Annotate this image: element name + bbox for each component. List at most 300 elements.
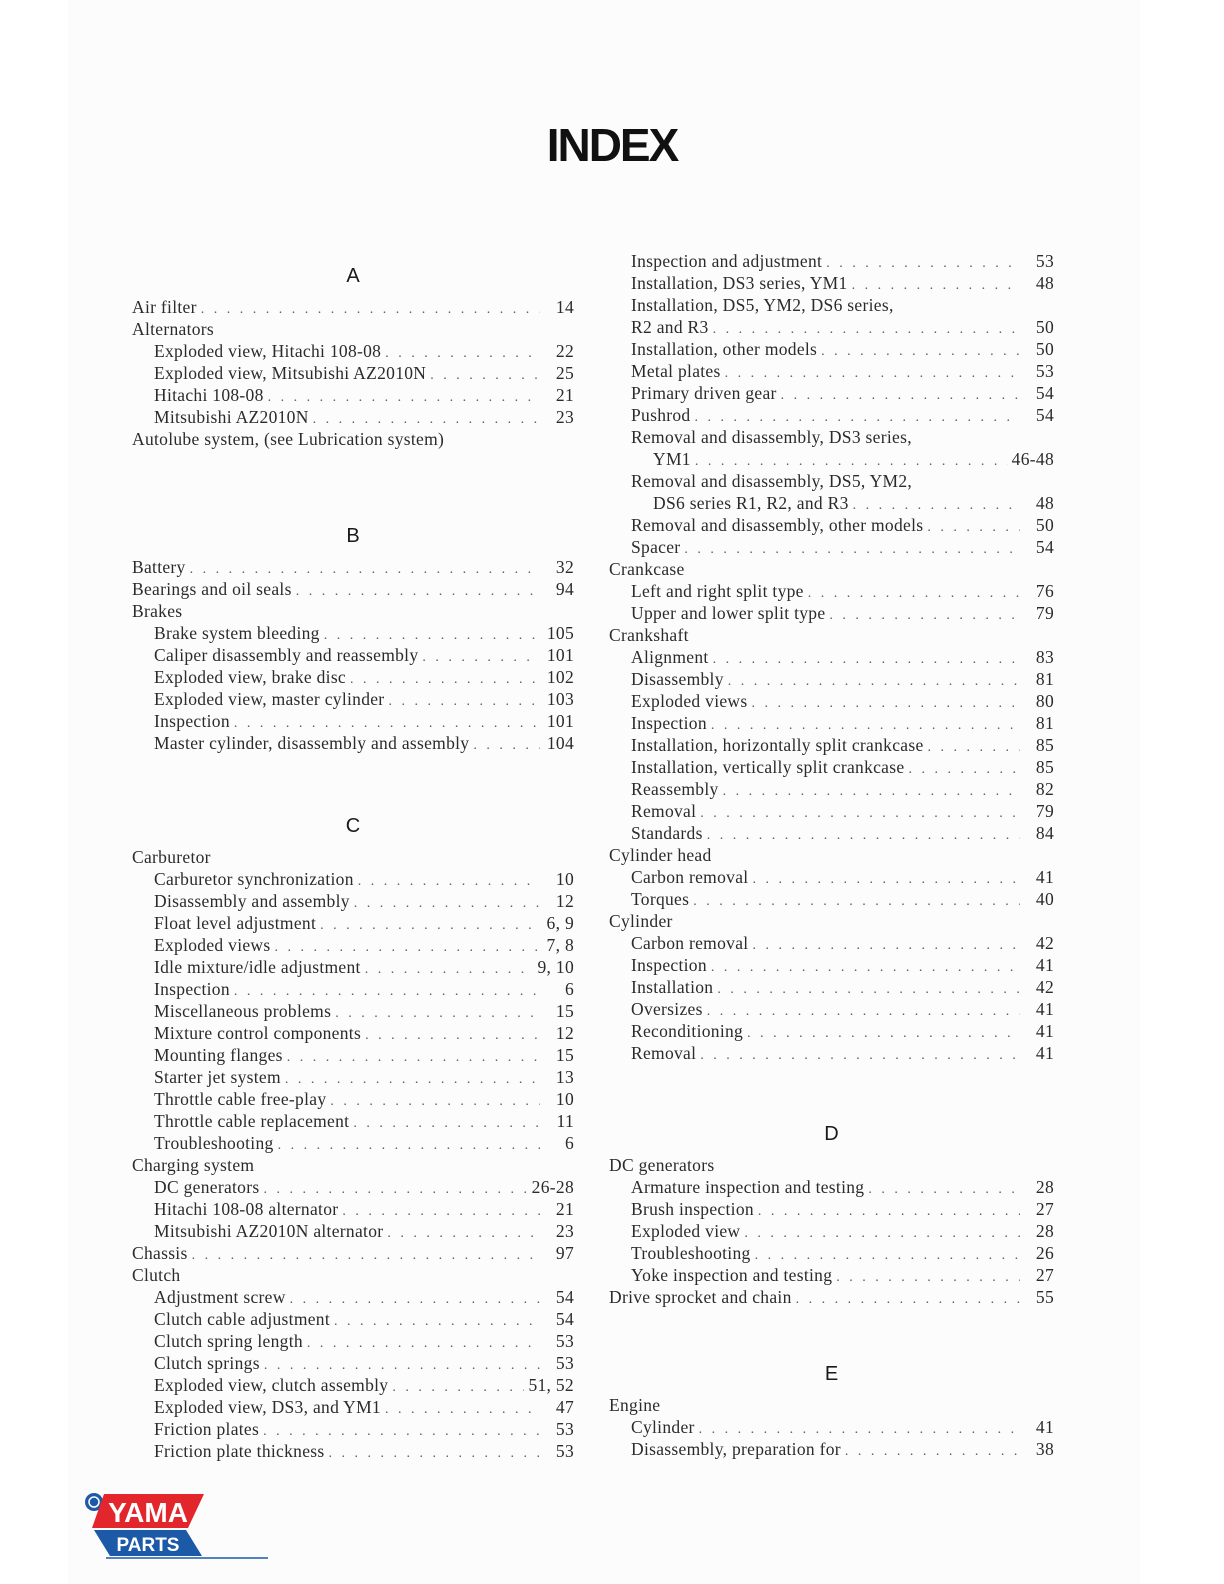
entry-page: 7, 8 [546, 935, 574, 955]
entry-text: Removal [631, 801, 697, 821]
entry-text: Installation [631, 977, 714, 997]
entry-page: 54 [1035, 405, 1054, 425]
leader-dots [744, 1223, 1020, 1245]
page-title: INDEX [546, 119, 678, 171]
entry-page: 27 [1035, 1265, 1054, 1285]
index-entry [132, 1396, 574, 1418]
leader-dots [713, 649, 1020, 671]
section-d [609, 1120, 1054, 1308]
entry-text: Spacer [631, 537, 681, 557]
entry-text: Metal plates [631, 361, 721, 381]
entry-text: Friction plates [154, 1419, 260, 1439]
entry-text: Exploded views [631, 691, 748, 711]
entry-text: Removal and disassembly, DS3 series, [631, 427, 912, 447]
leader-dots [747, 1023, 1020, 1045]
index-column-left [132, 262, 574, 1462]
entry-text: Brakes [132, 601, 183, 621]
leader-dots [707, 1001, 1020, 1023]
leader-dots [700, 1045, 1020, 1067]
entry-page: 12 [555, 891, 574, 911]
leader-dots [201, 299, 540, 321]
entry-text: Crankcase [609, 559, 685, 579]
index-entry [132, 1374, 574, 1396]
leader-dots [354, 893, 540, 915]
leader-dots [287, 1047, 540, 1069]
entry-page: 12 [555, 1023, 574, 1043]
entry-page: 102 [546, 667, 574, 687]
entry-text: Inspection [631, 713, 707, 733]
entry-page: 85 [1035, 735, 1054, 755]
leader-dots [693, 891, 1020, 913]
index-entry [132, 1264, 574, 1286]
index-entry [132, 846, 574, 868]
entry-text: Installation, DS5, YM2, DS6 series, [631, 295, 894, 315]
entry-page: 79 [1035, 801, 1054, 821]
index-entry [609, 250, 1054, 272]
index-entry [609, 1394, 1054, 1416]
entry-text: Left and right split type [631, 581, 804, 601]
leader-dots [781, 385, 1020, 407]
entry-text: Standards [631, 823, 703, 843]
index-entry [132, 1088, 574, 1110]
index-entry [132, 384, 574, 406]
index-entry [132, 600, 574, 622]
index-entry [609, 470, 1054, 492]
entry-page: 55 [1035, 1287, 1054, 1307]
leader-dots [320, 915, 540, 937]
index-entry [609, 404, 1054, 426]
entry-page: 50 [1035, 317, 1054, 337]
index-entry [609, 1020, 1054, 1042]
entry-text: Removal and disassembly, DS5, YM2, [631, 471, 913, 491]
index-entry [609, 1264, 1054, 1286]
entry-text: Master cylinder, disassembly and assembly [154, 733, 470, 753]
entry-text: Carbon removal [631, 867, 749, 887]
entry-text: DC generators [609, 1155, 715, 1175]
index-entry [132, 912, 574, 934]
leader-dots [808, 583, 1020, 605]
logo-text-bottom: PARTS [116, 1535, 180, 1556]
entry-text: Removal and disassembly, other models [631, 515, 924, 535]
index-entry [609, 1042, 1054, 1064]
leader-dots [307, 1333, 540, 1355]
leader-dots [717, 979, 1020, 1001]
entry-page: 82 [1035, 779, 1054, 799]
entry-text: Exploded view, master cylinder [154, 689, 385, 709]
entry-text: Clutch springs [154, 1353, 260, 1373]
entry-page: 6 [564, 1133, 574, 1153]
entry-page: 50 [1035, 515, 1054, 535]
index-entry [609, 910, 1054, 932]
leader-dots [365, 959, 534, 981]
leader-dots [278, 1135, 540, 1157]
index-entry [609, 646, 1054, 668]
entry-text: Installation, vertically split crankcase [631, 757, 905, 777]
leader-dots [335, 1003, 540, 1025]
entry-page: 81 [1035, 669, 1054, 689]
index-entry [609, 668, 1054, 690]
index-entry [609, 1416, 1054, 1438]
leader-dots [365, 1025, 540, 1047]
entry-text: Mounting flanges [154, 1045, 283, 1065]
entry-page: 40 [1035, 889, 1054, 909]
yama-parts-logo [82, 1490, 272, 1560]
entry-page: 53 [555, 1419, 574, 1439]
entry-text: Crankshaft [609, 625, 689, 645]
index-entry [132, 1176, 574, 1198]
leader-dots [711, 957, 1020, 979]
index-entry [609, 888, 1054, 910]
index-entry [609, 976, 1054, 998]
leader-dots [927, 517, 1020, 539]
index-entry [132, 890, 574, 912]
index-entry [609, 844, 1054, 866]
entry-text: Mixture control components [154, 1023, 362, 1043]
entry-page: 104 [546, 733, 574, 753]
section-letter-a: A [346, 265, 360, 287]
entry-text: Throttle cable replacement [154, 1111, 350, 1131]
section-letter-d: D [824, 1123, 839, 1145]
leader-dots [752, 869, 1020, 891]
entry-text: Exploded view, Hitachi 108-08 [154, 341, 382, 361]
index-entry [609, 1286, 1054, 1308]
entry-page: 105 [546, 623, 574, 643]
index-entry [609, 272, 1054, 294]
entry-page: 50 [1035, 339, 1054, 359]
entry-text: Cylinder [631, 1417, 695, 1437]
index-entry [132, 1132, 574, 1154]
entry-text: Autolube system, (see Lubrication system) [132, 429, 445, 449]
entry-text: Carburetor synchronization [154, 869, 354, 889]
index-entry [132, 428, 574, 450]
index-entry [132, 362, 574, 384]
entry-text: Alternators [132, 319, 215, 339]
entry-text: Throttle cable free-play [154, 1089, 327, 1109]
entry-page: 81 [1035, 713, 1054, 733]
index-entry [609, 954, 1054, 976]
index-entry [132, 1220, 574, 1242]
entry-page: 84 [1035, 823, 1054, 843]
entry-text: Mitsubishi AZ2010N [154, 407, 309, 427]
entry-text: Bearings and oil seals [132, 579, 292, 599]
leader-dots [821, 341, 1020, 363]
entry-page: 53 [555, 1353, 574, 1373]
entry-text: Air filter [132, 297, 197, 317]
leader-dots [826, 253, 1020, 275]
leader-dots [296, 581, 540, 603]
entry-text: Alignment [631, 647, 709, 667]
index-entry [609, 1438, 1054, 1460]
index-entry [609, 294, 1054, 316]
entry-text: Disassembly and assembly [154, 891, 350, 911]
index-entry [609, 712, 1054, 734]
index-entry [132, 1352, 574, 1374]
entry-text: Installation, horizontally split crankcase [631, 735, 924, 755]
entry-text: Engine [609, 1395, 661, 1415]
entry-text: Drive sprocket and chain [609, 1287, 792, 1307]
entry-page: 41 [1035, 867, 1054, 887]
index-entry [609, 448, 1054, 470]
section-b [132, 522, 574, 754]
index-entry [609, 866, 1054, 888]
index-entry [132, 978, 574, 1000]
index-entry [132, 1308, 574, 1330]
index-entry [132, 1440, 574, 1462]
entry-page: 53 [1035, 361, 1054, 381]
entry-text: Carburetor [132, 847, 211, 867]
entry-page: 10 [555, 869, 574, 889]
entry-text: Exploded views [154, 935, 271, 955]
leader-dots [796, 1289, 1020, 1311]
index-entry [609, 778, 1054, 800]
entry-text: Friction plate thickness [154, 1441, 325, 1461]
entry-text: Exploded view [631, 1221, 741, 1241]
entry-text: Torques [631, 889, 690, 909]
index-entry [132, 732, 574, 754]
index-entry [609, 338, 1054, 360]
entry-text: Disassembly, preparation for [631, 1439, 841, 1459]
leader-dots [387, 1223, 540, 1245]
entry-text: Miscellaneous problems [154, 1001, 332, 1021]
entry-text: Clutch cable adjustment [154, 1309, 331, 1329]
entry-text: Primary driven gear [631, 383, 777, 403]
entry-page: 41 [1035, 999, 1054, 1019]
entry-text: Troubleshooting [154, 1133, 274, 1153]
entry-text: Cylinder [609, 911, 673, 931]
entry-text: Exploded view, brake disc [154, 667, 347, 687]
entry-page: 6 [564, 979, 574, 999]
index-entry [132, 622, 574, 644]
entry-text: Inspection [154, 979, 230, 999]
leader-dots [723, 781, 1020, 803]
leader-dots [829, 605, 1020, 627]
section-e [609, 1360, 1054, 1460]
index-entry [609, 492, 1054, 514]
index-entry [609, 426, 1054, 448]
entry-page: 6, 9 [546, 913, 574, 933]
entry-page: 10 [555, 1089, 574, 1109]
entry-page: 13 [555, 1067, 574, 1087]
entry-text: Inspection [154, 711, 230, 731]
index-entry [132, 1154, 574, 1176]
entry-page: 51, 52 [528, 1375, 574, 1395]
section-letter-b: B [346, 525, 360, 547]
index-entry [132, 1242, 574, 1264]
entry-text: Disassembly [631, 669, 724, 689]
entry-text: YM1 [653, 449, 691, 469]
leader-dots [392, 1377, 524, 1399]
entry-page: 22 [555, 341, 574, 361]
index-entry [609, 1198, 1054, 1220]
index-entry [609, 382, 1054, 404]
entry-page: 15 [555, 1001, 574, 1021]
entry-page: 38 [1035, 1439, 1054, 1459]
entry-page: 97 [555, 1243, 574, 1263]
entry-page: 54 [1035, 383, 1054, 403]
entry-text: Exploded view, clutch assembly [154, 1375, 389, 1395]
entry-page: 79 [1035, 603, 1054, 623]
entry-page: 85 [1035, 757, 1054, 777]
entry-page: 27 [1035, 1199, 1054, 1219]
index-entry [132, 1418, 574, 1440]
entry-text: Removal [631, 1043, 697, 1063]
entry-text: Inspection and adjustment [631, 251, 823, 271]
section-a [132, 262, 574, 450]
leader-dots [908, 759, 1020, 781]
index-entry [132, 1044, 574, 1066]
entry-page: 28 [1035, 1221, 1054, 1241]
index-entry [609, 1154, 1054, 1176]
section-letter-e: E [824, 1363, 839, 1385]
entry-page: 14 [555, 297, 574, 317]
leader-dots [358, 871, 540, 893]
entry-text: DS6 series R1, R2, and R3 [653, 493, 849, 513]
entry-text: Upper and lower split type [631, 603, 826, 623]
entry-text: Yoke inspection and testing [631, 1265, 833, 1285]
leader-dots [192, 1245, 540, 1267]
leader-dots [845, 1441, 1020, 1463]
leader-dots [728, 671, 1020, 693]
entry-page: 11 [556, 1111, 574, 1131]
index-entry [132, 1022, 574, 1044]
index-entry [609, 690, 1054, 712]
entry-text: Oversizes [631, 999, 703, 1019]
leader-dots [684, 539, 1020, 561]
index-entry [609, 756, 1054, 778]
logo-text-top: YAMA [108, 1497, 188, 1528]
index-entry [132, 578, 574, 600]
entry-page: 32 [555, 557, 574, 577]
section-c-continued [609, 250, 1054, 1064]
index-entry [132, 934, 574, 956]
entry-page: 26 [1035, 1243, 1054, 1263]
entry-page: 21 [555, 1199, 574, 1219]
index-entry [132, 340, 574, 362]
leader-dots [430, 365, 540, 387]
entry-text: Brake system bleeding [154, 623, 320, 643]
index-entry [609, 1242, 1054, 1264]
entry-page: 46-48 [1011, 449, 1054, 469]
entry-page: 48 [1035, 273, 1054, 293]
entry-text: Float level adjustment [154, 913, 317, 933]
entry-page: 21 [555, 385, 574, 405]
entry-text: Installation, other models [631, 339, 818, 359]
entry-page: 41 [1035, 1417, 1054, 1437]
entry-page: 53 [555, 1331, 574, 1351]
entry-page: 42 [1035, 977, 1054, 997]
entry-text: Armature inspection and testing [631, 1177, 865, 1197]
entry-page: 42 [1035, 933, 1054, 953]
leader-dots [330, 1091, 540, 1113]
index-entry [609, 932, 1054, 954]
leader-dots [473, 735, 540, 757]
entry-page: 9, 10 [537, 957, 574, 977]
index-entry [132, 1286, 574, 1308]
entry-text: Mitsubishi AZ2010N alternator [154, 1221, 384, 1241]
index-entry [132, 710, 574, 732]
entry-text: Pushrod [631, 405, 691, 425]
index-entry [609, 360, 1054, 382]
index-entry [609, 536, 1054, 558]
entry-page: 23 [555, 1221, 574, 1241]
entry-text: Clutch spring length [154, 1331, 303, 1351]
index-entry [132, 1000, 574, 1022]
index-entry [609, 1220, 1054, 1242]
entry-text: Adjustment screw [154, 1287, 286, 1307]
index-entry [132, 1198, 574, 1220]
entry-page: 25 [555, 363, 574, 383]
index-entry [609, 558, 1054, 580]
entry-page: 48 [1035, 493, 1054, 513]
entry-text: Reassembly [631, 779, 719, 799]
entry-page: 54 [1035, 537, 1054, 557]
entry-page: 101 [546, 711, 574, 731]
entry-page: 54 [555, 1287, 574, 1307]
leader-dots [334, 1311, 540, 1333]
index-entry [132, 296, 574, 318]
index-entry [609, 602, 1054, 624]
index-entry [132, 868, 574, 890]
entry-page: 83 [1035, 647, 1054, 667]
section-c [132, 812, 574, 1462]
index-entry [132, 688, 574, 710]
entry-page: 15 [555, 1045, 574, 1065]
entry-text: Cylinder head [609, 845, 712, 865]
entry-text: Troubleshooting [631, 1243, 751, 1263]
index-entry [132, 1110, 574, 1132]
entry-page: 41 [1035, 955, 1054, 975]
index-entry [609, 316, 1054, 338]
leader-dots [700, 803, 1020, 825]
section-letter-c: C [345, 815, 361, 837]
leader-dots [422, 647, 540, 669]
index-entry [609, 624, 1054, 646]
index-entry [132, 666, 574, 688]
index-entry [132, 1330, 574, 1352]
index-entry [609, 822, 1054, 844]
leader-dots [868, 1179, 1020, 1201]
entry-page: 53 [1035, 251, 1054, 271]
index-entry [609, 514, 1054, 536]
entry-page: 26-28 [531, 1177, 574, 1197]
leader-dots [752, 935, 1020, 957]
entry-text: Idle mixture/idle adjustment [154, 957, 361, 977]
index-entry [132, 1066, 574, 1088]
leader-dots [329, 1443, 540, 1465]
entry-page: 76 [1035, 581, 1054, 601]
entry-text: Hitachi 108-08 [154, 385, 264, 405]
entry-page: 103 [546, 689, 574, 709]
entry-text: Reconditioning [631, 1021, 744, 1041]
entry-text: Starter jet system [154, 1067, 281, 1087]
entry-text: DC generators [154, 1177, 260, 1197]
entry-text: Installation, DS3 series, YM1 [631, 273, 848, 293]
index-entry [132, 556, 574, 578]
entry-text: Exploded view, DS3, and YM1 [154, 1397, 381, 1417]
entry-page: 47 [555, 1397, 574, 1417]
leader-dots [928, 737, 1020, 759]
index-entry [609, 1176, 1054, 1198]
entry-text: Exploded view, Mitsubishi AZ2010N [154, 363, 427, 383]
entry-text: Charging system [132, 1155, 255, 1175]
index-entry [609, 734, 1054, 756]
leader-dots [751, 693, 1020, 715]
entry-text: Caliper disassembly and reassembly [154, 645, 419, 665]
entry-page: 41 [1035, 1043, 1054, 1063]
index-entry [609, 998, 1054, 1020]
leader-dots [758, 1201, 1020, 1223]
entry-text: Battery [132, 557, 186, 577]
